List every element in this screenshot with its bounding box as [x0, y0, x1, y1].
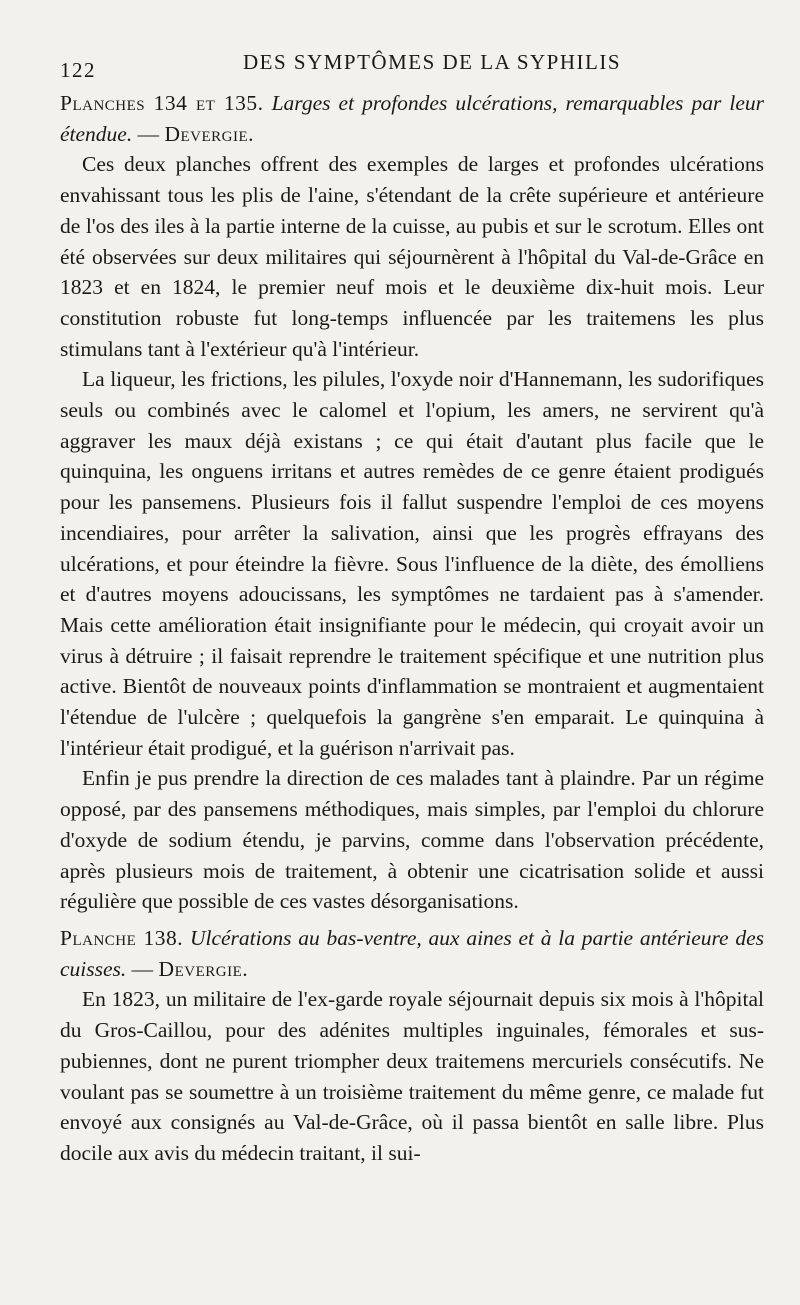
plate-label: Planches 134 et 135. — [60, 91, 264, 115]
dash: — — [126, 956, 159, 981]
paragraph: Enfin je pus prendre la direction de ces malades tant à plaindre. Par un régime opposé, par des pansemens méthodiques, mais simples, par l'emploi du chlorure d'oxyde de sodium étendu, je parvins, comme dans l'observation précédente, après plusieurs mois de traitement, à obtenir une cicatrisation solide et aussi régulière que possible de ces vastes désorganisations. — [60, 766, 764, 914]
plate-description: Ulcérations au bas-ventre, aux aines et à la partie antérieure des cuisses. — [60, 925, 765, 981]
plate-label: Planche 138. — [60, 925, 184, 950]
paragraph: En 1823, un militaire de l'ex-garde royale séjournait depuis six mois à l'hôpital du Gros-Caillou, pour des adénites multiples inguinales, fémorales et sus-pubiennes, dont ne purent triompher deux traitemens mercuriels consécutifs. Ne voulant pas se soumettre à un troisième traitement du même genre, ce malade fut envoyé aux consignés au Val-de-Grâce, où il passa bientôt en salle libre. Plus docile aux avis du médecin traitant, il sui- — [60, 987, 764, 1165]
running-title: DES SYMPTÔMES DE LA SYPHILIS — [242, 50, 622, 74]
plate-heading-134-135 — [60, 88, 764, 149]
dash: — — [132, 121, 165, 146]
plate-description: Larges et profondes ulcérations, remarquables par leur étendue. — [60, 91, 765, 146]
plate-heading-138 — [60, 923, 764, 984]
plate-author: Devergie. — [164, 121, 255, 146]
paragraph: Ces deux planches offrent des exemples de larges et profondes ulcérations envahissant tous les plis de l'aine, s'étendant de la crête supérieure et antérieure de l'os des iles à la partie interne de la cuisse, au pubis et sur le scrotum. Elles ont été observées sur deux militaires qui séjournèrent à l'hôpital du Val-de-Grâce en 1823 et en 1824, le premier neuf mois et le deuxième dix-huit mois. Leur constitution robuste fut long-temps influencée par les traitemens les plus stimulans tant à l'extérieur qu'à l'intérieur. — [60, 152, 764, 361]
page-number: 122 — [60, 58, 96, 82]
page-header — [60, 50, 764, 88]
plate-author: Devergie. — [158, 956, 249, 981]
paragraph: La liqueur, les frictions, les pilules, l'oxyde noir d'Hannemann, les sudorifiques seuls ou combinés avec le calomel et l'opium, les amers, ne servirent qu'à aggraver les maux déjà existans ; ce qui était d'autant plus facile que le quinquina, les onguens irritans et autres remèdes de ce genre étaient prodigués pour les pansemens. Plusieurs fois il fallut suspendre l'emploi de ces moyens incendiaires, pour arrêter la salivation, ainsi que les progrès effrayans des ulcérations, et pour éteindre la fièvre. Sous l'influence de la diète, des émolliens et d'autres moyens adoucissans, les symptômes ne tardaient pas à s'amender. Mais cette amélioration était insignifiante pour le médecin, qui croyait avoir un virus à détruire ; il faisait reprendre le traitement spécifique et une nutrition plus active. Bientôt de nouveaux points d'inflammation se montraient et augmentaient l'étendue de l'ulcère ; quelquefois la gangrène s'en emparait. Le quinquina à l'intérieur était prodigué, et la guérison n'arrivait pas. — [60, 367, 764, 760]
